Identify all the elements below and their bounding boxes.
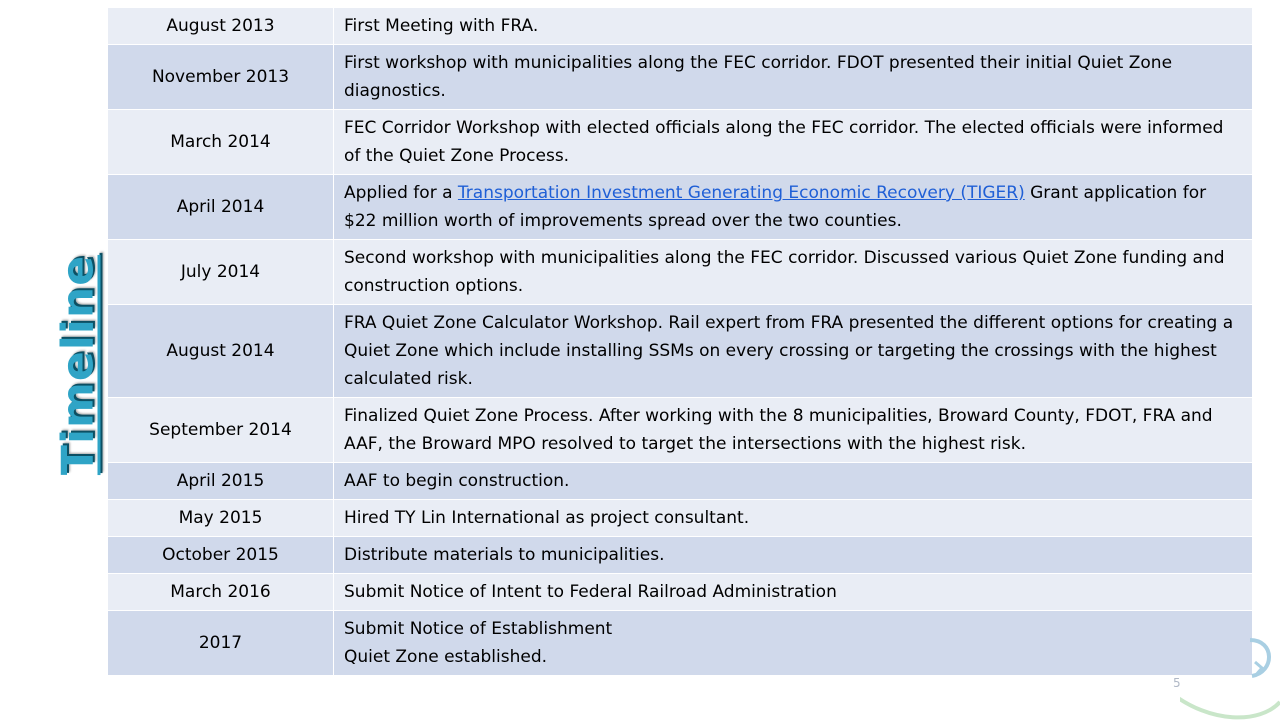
row-description: [334, 537, 1253, 574]
description-text: Distribute materials to municipalities.: [344, 545, 665, 565]
description-text: Second workshop with municipalities along the FEC corridor. Discussed various Quiet Zone funding and construction options.: [344, 248, 1225, 296]
row-date: July 2014: [108, 240, 334, 305]
row-description: [334, 110, 1253, 175]
table-row: [108, 574, 1253, 611]
row-description: [334, 240, 1253, 305]
table-row: [108, 537, 1253, 574]
row-date: May 2015: [108, 500, 334, 537]
description-text: FEC Corridor Workshop with elected officials along the FEC corridor. The elected officials were informed of the Quiet Zone Process.: [344, 118, 1224, 166]
row-date: November 2013: [108, 45, 334, 110]
tiger-grant-link[interactable]: Transportation Investment Generating Economic Recovery (TIGER): [457, 183, 1025, 203]
row-date: September 2014: [108, 398, 334, 463]
row-description: [334, 611, 1253, 676]
description-text: AAF to begin construction.: [344, 471, 570, 491]
description-text: Applied for a: [344, 183, 458, 203]
row-date: March 2016: [108, 574, 334, 611]
page-number: 5: [1173, 676, 1181, 690]
description-text: Submit Notice of Intent to Federal Railroad Administration: [344, 582, 837, 602]
description-text: Quiet Zone established.: [344, 647, 548, 667]
description-text: Finalized Quiet Zone Process. After working with the 8 municipalities, Broward County, FDOT, FRA and AAF, the Broward MPO resolved to target the intersections with the highest risk.: [344, 406, 1213, 454]
slide-title: Timeline: [52, 254, 104, 476]
table-row: [108, 463, 1253, 500]
row-description: [334, 305, 1253, 398]
description-text: Submit Notice of Establishment: [344, 619, 613, 639]
row-date: April 2015: [108, 463, 334, 500]
table-row: [108, 175, 1253, 240]
description-text: First Meeting with FRA.: [344, 16, 539, 36]
description-text: Grant application for $22 million worth of improvements spread over the two counties.: [344, 183, 1207, 231]
description-text: First workshop with municipalities along the FEC corridor. FDOT presented their initial Quiet Zone diagnostics.: [344, 53, 1173, 101]
row-description: [334, 175, 1253, 240]
table-row: [108, 110, 1253, 175]
row-date: August 2014: [108, 305, 334, 398]
row-description: [334, 398, 1253, 463]
table-row: [108, 398, 1253, 463]
table-row: [108, 305, 1253, 398]
timeline-table-body: [108, 8, 1253, 676]
table-row: [108, 8, 1253, 45]
table-row: [108, 611, 1253, 676]
logo-icon: [1180, 632, 1280, 720]
row-date: 2017: [108, 611, 334, 676]
row-description: [334, 500, 1253, 537]
timeline-table: [107, 7, 1253, 676]
row-date: March 2014: [108, 110, 334, 175]
row-description: [334, 574, 1253, 611]
description-text: FRA Quiet Zone Calculator Workshop. Rail expert from FRA presented the different options for creating a Quiet Zone which include installing SSMs on every crossing or targeting the crossings with the highest calculated risk.: [344, 313, 1234, 389]
row-date: April 2014: [108, 175, 334, 240]
row-description: [334, 8, 1253, 45]
description-text: Hired TY Lin International as project consultant.: [344, 508, 750, 528]
row-description: [334, 463, 1253, 500]
row-description: [334, 45, 1253, 110]
table-row: [108, 240, 1253, 305]
table-row: [108, 45, 1253, 110]
row-date: October 2015: [108, 537, 334, 574]
table-row: [108, 500, 1253, 537]
row-date: August 2013: [108, 8, 334, 45]
